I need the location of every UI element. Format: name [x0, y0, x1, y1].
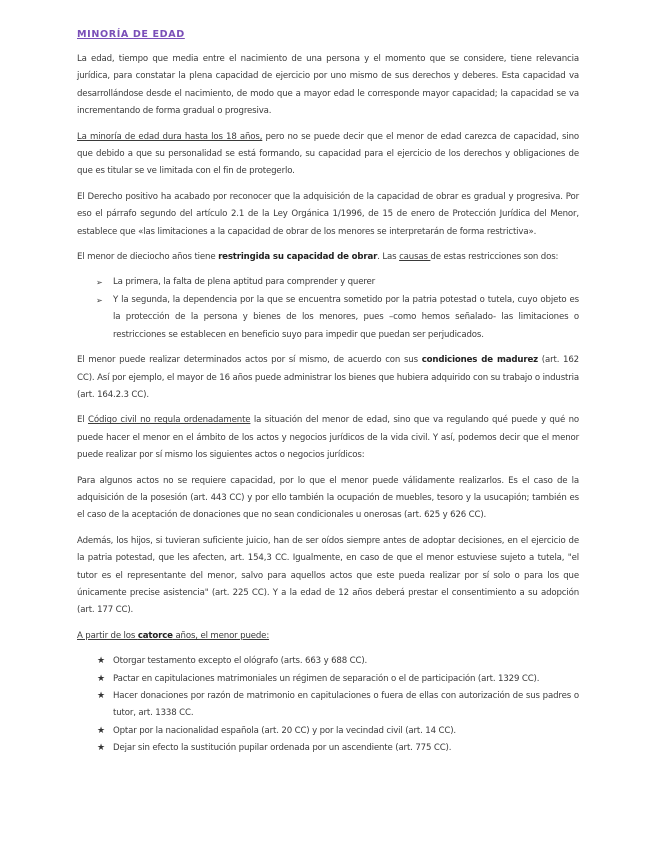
bold-madurez: condiciones de madurez: [421, 355, 539, 366]
text-segment: de estas restricciones son dos:: [430, 252, 559, 263]
list-item: [77, 653, 579, 670]
list-item: [77, 740, 579, 757]
paragraph-edad: La edad, tiempo que media entre el nacimiento de una persona y el momento que se considere, tiene relevancia jurídica, para constatar la plena capacidad de ejercicio por uno mismo de sus derechos y deberes. Esta capacidad va desarrollándose desde el nacimiento, de modo que a mayor edad le corresponde mayor capacidad; la capacidad se va incrementando de forma gradual o progresiva.: [77, 54, 579, 117]
paragraph-minoria-text: pero no se puede decir que el menor de edad carezca de capacidad, sino que debido a que su personalidad se está formando, su capacidad para el ejercicio de los derechos y obligaciones de que es titular se ve limitada con el fin de protegerlo.: [77, 131, 579, 177]
star-bullet-icon: ★: [97, 691, 105, 701]
list-item-text: La primera, la falta de plena aptitud para comprender y querer: [113, 277, 376, 288]
list-item-text: Hacer donaciones por razón de matrimonio en capitulaciones o fuera de ellas con autorización de sus padres o tutor, art. 1338 CC.: [113, 691, 579, 719]
star-bullet-icon: ★: [97, 743, 105, 754]
paragraph-codigo-civil: [77, 412, 579, 464]
list-item: [77, 688, 579, 723]
underlined-catorce-heading: [77, 631, 269, 641]
causes-list: [77, 274, 579, 344]
document-page: [77, 27, 579, 766]
bold-catorce: catorce: [137, 630, 173, 641]
text-segment: . Las: [377, 252, 400, 263]
paragraph-derecho-positivo: El Derecho positivo ha acabado por reconocer que la adquisición de la capacidad de obrar es gradual y progresiva. Por eso el párrafo segundo del artículo 2.1 de la Ley Orgánica 1/1996, de 15 de enero de Protección Jurídica del Menor, establece que «las limitaciones a la capacidad de obrar de los menores se interpretarán de forma restrictiva».: [77, 191, 579, 237]
text-segment: El: [77, 415, 89, 426]
arrow-bullet-icon: ➢: [96, 295, 103, 305]
text-segment: El menor de dieciocho años tiene: [77, 252, 219, 263]
star-bullet-icon: ★: [97, 673, 105, 684]
list-item-text: Y la segunda, la dependencia por la que se encuentra sometido por la patria potestad o tutela, cuyo objeto es la protección de la persona y bienes de los menores, pues –como hemos señalado- las limitaciones o restricciones se establecen en beneficio suyo para impedir que puedan ser perjudicados.: [113, 294, 579, 340]
paragraph-madurez: [77, 352, 579, 404]
star-bullet-icon: ★: [97, 656, 105, 667]
paragraph-restriccion: [77, 249, 579, 266]
underlined-minoria: La minoría de edad dura hasta los 18 años,: [77, 131, 263, 142]
list-item-text: Pactar en capitulaciones matrimoniales un régimen de separación o el de participación (art. 1329 CC).: [113, 673, 540, 684]
text-segment: El menor puede realizar determinados actos por sí mismo, de acuerdo con sus: [77, 355, 422, 366]
text-segment: la situación del menor de edad, sino que va regulando qué puede y qué no puede hacer el menor en el ámbito de los actos y negocios jurídicos de la vida civil. Y así, podemos decir que el menor puede realizar por sí mismo los siguientes actos o negocios jurídicos:: [77, 415, 579, 461]
star-bullet-icon: ★: [97, 725, 105, 736]
paragraph-catorce: [77, 628, 579, 645]
underlined-codigo: Código civil no regula ordenadamente: [88, 415, 251, 426]
fourteen-list: [77, 653, 579, 757]
list-item-text: Otorgar testamento excepto el ológrafo (arts. 663 y 688 CC).: [113, 656, 368, 667]
list-item: [77, 671, 579, 688]
list-item-text: Dejar sin efecto la sustitución pupilar ordenada por un ascendiente (art. 775 CC).: [113, 743, 452, 754]
text-segment: A partir de los: [77, 630, 138, 641]
text-segment: (art. 162 CC). Así por ejemplo, el mayor de 16 años puede administrar los bienes que hubiera adquirido con su trabajo o industria (art. 164.2.3 CC).: [77, 355, 579, 400]
paragraph-sin-capacidad: Para algunos actos no se requiere capacidad, por lo que el menor puede válidamente realizarlos. Es el caso de la adquisición de la posesión (art. 443 CC) y por ello también la ocupación de muebles, tesoro y la usucapión; también es el caso de la aceptación de donaciones que no sean condicionales u onerosas (art. 625 y 626 CC).: [77, 475, 579, 521]
bold-restringida: restringida su capacidad de obrar: [218, 252, 378, 263]
underlined-causas: causas: [399, 252, 431, 263]
arrow-bullet-icon: ➢: [96, 278, 103, 288]
text-segment: años, el menor puede:: [172, 630, 270, 641]
list-item: [77, 292, 579, 344]
paragraph-minoria: [77, 129, 579, 181]
page-title: MINORÍA DE EDAD: [77, 29, 185, 40]
paragraph-oidos: Además, los hijos, si tuvieran suficiente juicio, han de ser oídos siempre antes de adoptar decisiones, en el ejercicio de la patria potestad, que les afecten, art. 154,3 CC. Igualmente, en caso de que el menor estuviese sujeto a tutela, "el tutor es el representante del menor, salvo para aquellos actos que este pueda realizar por sí solo o para los que únicamente precise asistencia" (art. 225 CC). Y a la edad de 12 años deberá prestar el consentimiento a su adopción (art. 177 CC).: [77, 535, 579, 616]
list-item: [77, 723, 579, 740]
list-item-text: Optar por la nacionalidad española (art. 20 CC) y por la vecindad civil (art. 14 CC).: [113, 725, 456, 736]
list-item: [77, 274, 579, 291]
